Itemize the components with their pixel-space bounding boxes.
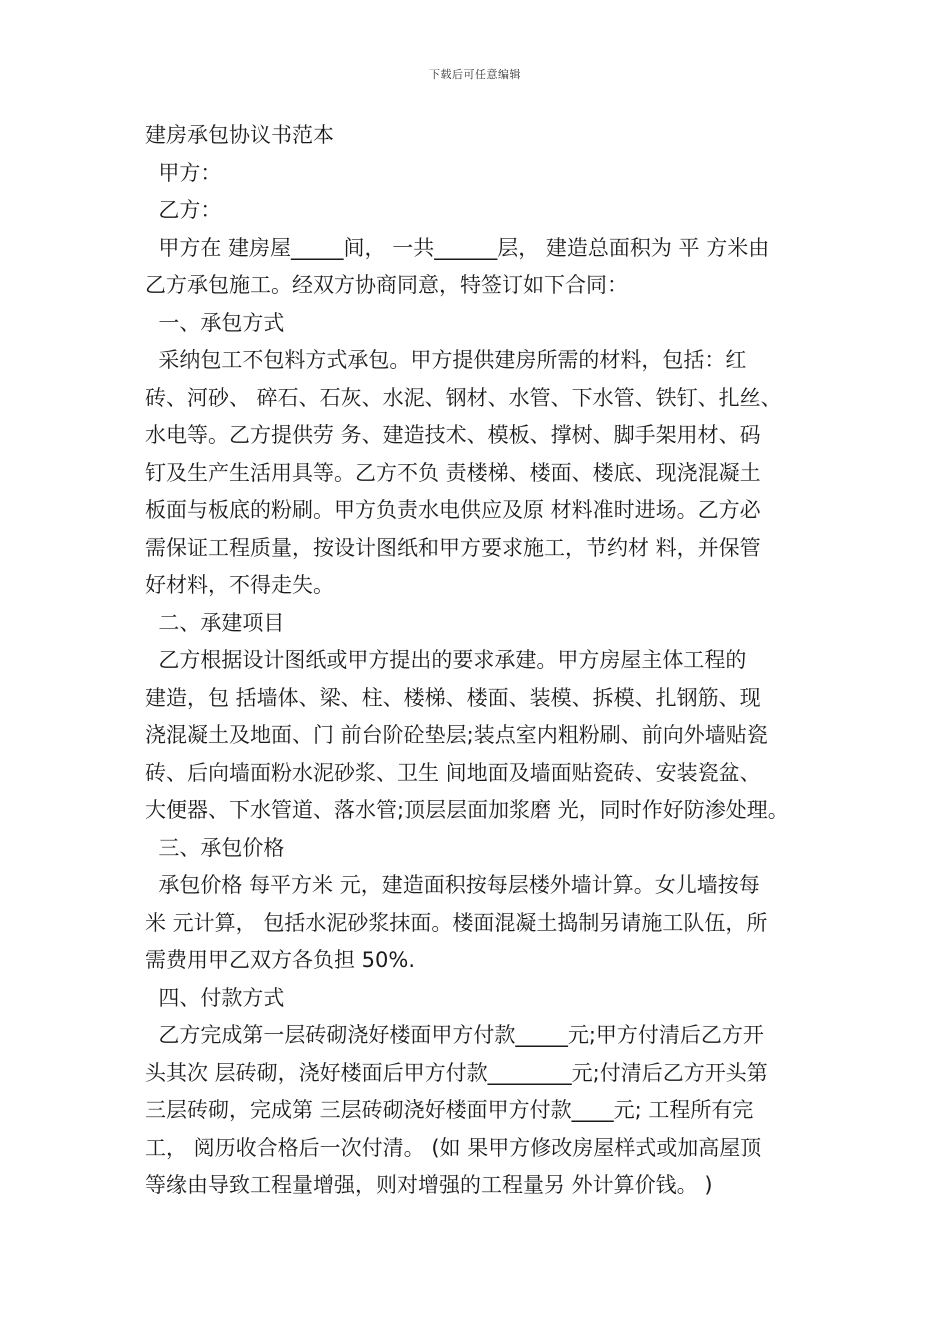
page-header-note: 下载后可任意编辑	[429, 68, 521, 81]
section-heading: 四、付款方式	[145, 985, 285, 1010]
text-line: 头其次 层砖砌，浇好楼面后甲方付款________元;付清后乙方开头第	[145, 1060, 768, 1085]
text-line: 乙方承包施工。经双方协商同意，特签订如下合同：	[145, 273, 628, 297]
party-a-line: 甲方：	[145, 160, 222, 185]
text-line: 三层砖砌，完成第 三层砖砌浇好楼面甲方付款____元; 工程所有完	[145, 1098, 754, 1122]
text-line: 好材料，不得走失。	[145, 573, 334, 597]
text-line: 浇混凝土及地面、门 前台阶砼垫层;装点室内粗粉刷、前向外墙贴瓷	[145, 723, 768, 747]
text-line: 建造，包 括墙体、梁、柱、楼梯、楼面、装模、拆模、扎钢筋、现	[145, 685, 761, 710]
section-heading: 一、承包方式	[145, 310, 285, 335]
text-line: 水电等。乙方提供劳 务、建造技术、模板、撑树、脚手架用材、码	[145, 423, 761, 447]
text-line: 需保证工程质量，按设计图纸和甲方要求施工，节约材 料，并保管	[145, 535, 761, 560]
text-line: 等缘由导致工程量增强，则对增强的工程量另 外计算价钱。 )	[145, 1173, 713, 1197]
text-line: 乙方完成第一层砖砌浇好楼面甲方付款_____元;甲方付清后乙方开	[145, 1023, 764, 1047]
text-line: 砖、后向墙面粉水泥砂浆、卫生 间地面及墙面贴瓷砖、安装瓷盆、	[145, 760, 761, 785]
section-heading: 三、承包价格	[145, 835, 285, 860]
text-line: 砖、河砂、 碎石、石灰、水泥、钢材、水管、下水管、铁钉、扎丝、	[145, 385, 782, 410]
text-line: 甲方在 建房屋_____间， 一共______层， 建造总面积为 平 方米由	[145, 235, 770, 260]
section-heading: 二、承建项目	[145, 610, 285, 635]
text-line: 承包价格 每平方米 元，建造面积按每层楼外墙计算。女儿墙按每	[145, 873, 760, 897]
document-title: 建房承包协议书范本	[145, 123, 334, 147]
party-b-line: 乙方：	[145, 198, 222, 222]
text-line: 米 元计算， 包括水泥砂浆抹面。楼面混凝土捣制另请施工队伍，所	[145, 910, 768, 935]
text-line: 采纳包工不包料方式承包。甲方提供建房所需的材料，包括：红	[145, 348, 747, 372]
text-line: 需费用甲乙双方各负担 50%.	[145, 948, 416, 972]
text-line: 大便器、下水管道、落水管;顶层层面加浆磨 光，同时作好防渗处理。	[145, 798, 789, 822]
text-line: 乙方根据设计图纸或甲方提出的要求承建。甲方房屋主体工程的	[145, 648, 747, 672]
text-line: 工， 阅历收合格后一次付清。 (如 果甲方修改房屋样式或加高屋顶	[145, 1135, 762, 1160]
document-body	[145, 117, 817, 1205]
text-line: 钉及生产生活用具等。乙方不负 责楼梯、楼面、楼底、现浇混凝土	[145, 460, 761, 485]
text-line: 板面与板底的粉刷。甲方负责水电供应及原 材料准时进场。乙方必	[145, 498, 761, 522]
